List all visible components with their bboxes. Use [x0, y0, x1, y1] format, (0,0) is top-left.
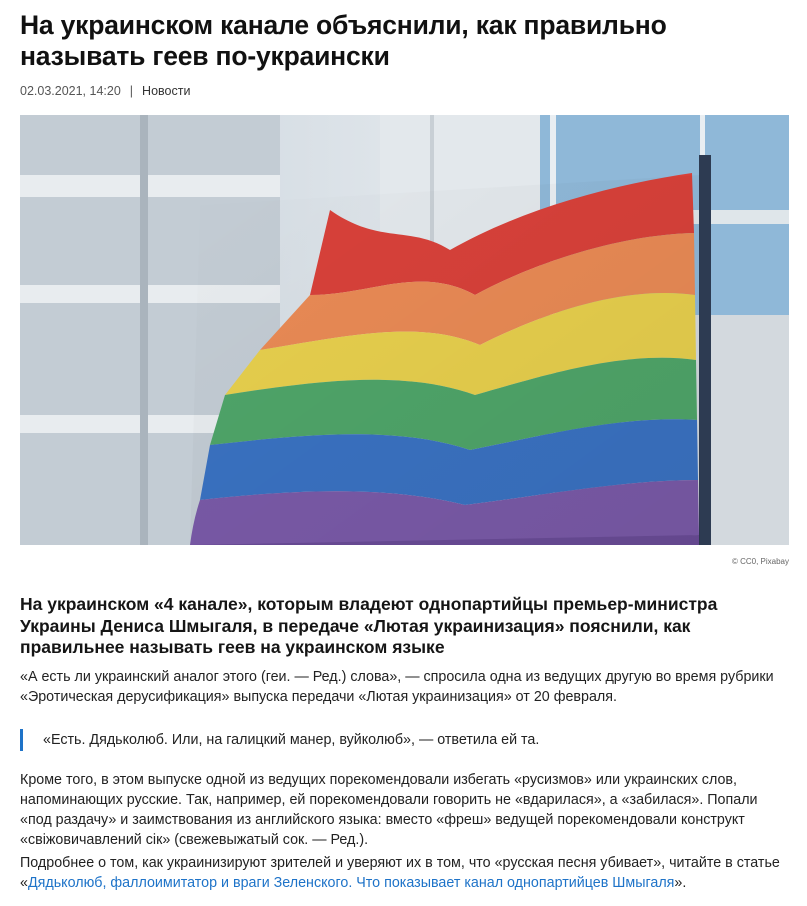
image-credit: © CC0, Pixabay: [731, 557, 789, 566]
paragraph-3-end: ».: [674, 875, 687, 891]
paragraph-3: [20, 853, 790, 893]
related-article-link[interactable]: Дядьколюб, фаллоимитатор и враги Зеленского. Что показывает канал однопартийцев Шмыгаля: [27, 875, 675, 891]
publish-date: 02.03.2021, 14:20: [20, 84, 121, 98]
article-title: На украинском канале объяснили, как правильно называть геев по-украински: [20, 10, 667, 71]
article-lead: На украинском «4 канале», которым владеют однопартийцы премьер-министра Украины Дениса Шмыгаля, в передаче «Лютая украинизация» пояснили, как правильнее называть геев на украинском языке: [20, 594, 718, 657]
paragraph-1: «А есть ли украинский аналог этого (геи. — Ред.) слова», — спросила одна из ведущих другую во время рубрики «Эротическая дерусификация» выпуска передачи «Лютая украинизация» от 20 февраля.: [20, 669, 774, 705]
quote-text: «Есть. Дядьколюб. Или, на галицкий манер, вуйколюб», — ответила ей та.: [43, 732, 540, 748]
category-link[interactable]: Новости: [142, 84, 191, 98]
paragraph-2: Кроме того, в этом выпуске одной из ведущих порекомендовали избегать «русизмов» или украинских слов, напоминающих русские. Так, например, ей порекомендовали говорить не «вдарилася», а «забилася». Попали «под раздачу» и заимствования из английского языка: вместо «фреш» ведущей порекомендовали конструкт «свіжовичавлений сік» (свежевыжатый сок. — Ред.).: [20, 772, 758, 848]
paragraph-3-text: Подробнее о том, как украинизируют зрителей и уверяют их в том, что «русская песня убивает», читайте в статье «: [20, 855, 780, 891]
blockquote: [20, 729, 803, 751]
meta-separator: |: [129, 84, 134, 98]
article-image: [20, 115, 789, 545]
rainbow-flag-photo: [20, 115, 789, 545]
article-meta: [20, 84, 190, 98]
